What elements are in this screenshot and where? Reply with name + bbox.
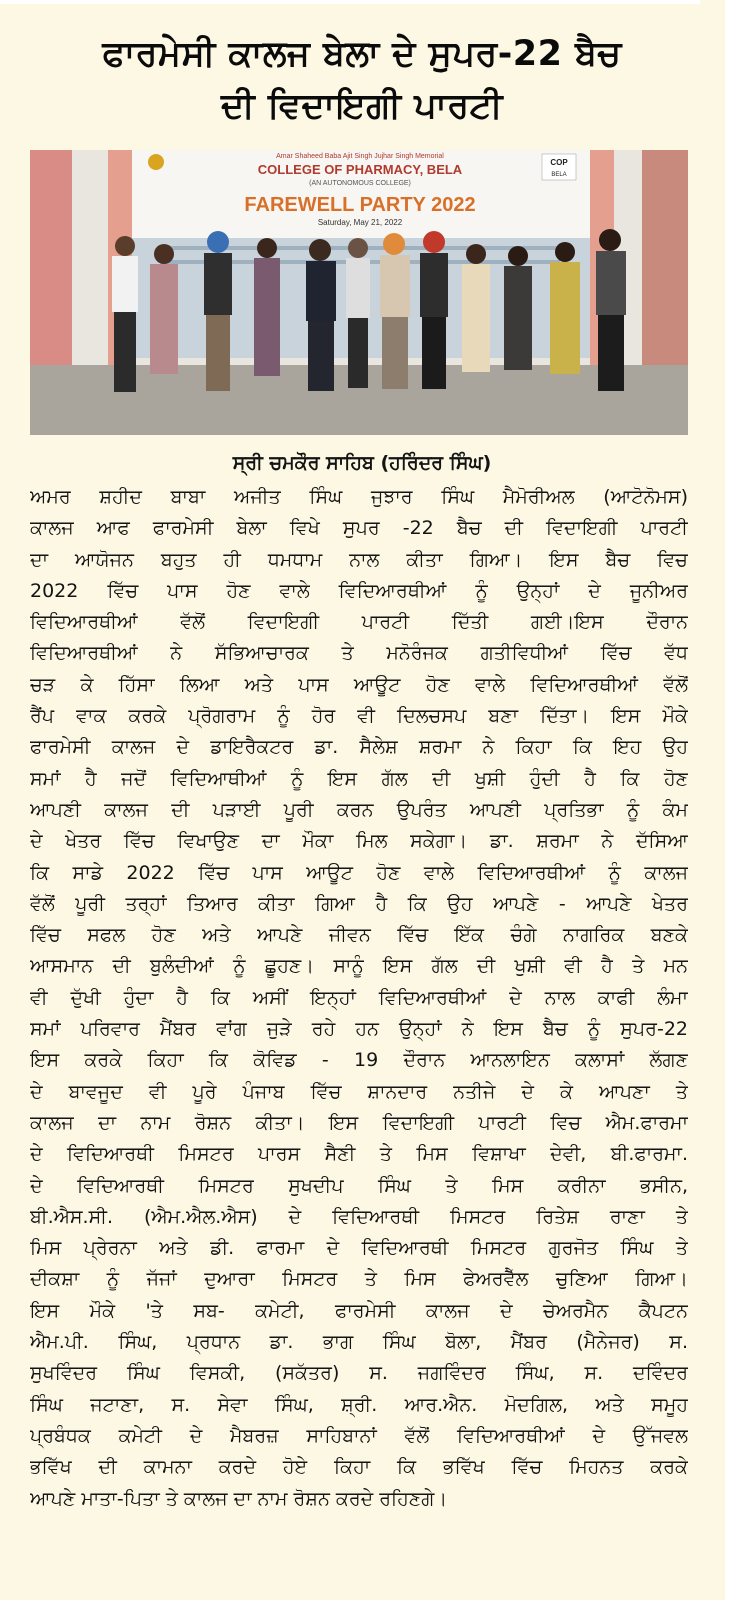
article-body-line: ਦਾ ਆਯੋਜਨ ਬਹੁਤ ਹੀ ਧਮਧਾਮ ਨਾਲ ਕੀਤਾ ਗਿਆ। ਇਸ ਬੈਚ ਵਿਚ [30,548,688,571]
article-body-line: ਅਮਰ ਸ਼ਹੀਦ ਬਾਬਾ ਅਜੀਤ ਸਿੰਘ ਜੁਝਾਰ ਸਿੰਘ ਮੈਮੋਰੀਅਲ (ਆਟੋਨੋਮਸ) [30,486,688,508]
cop-logo-bottom: BELA [551,172,567,178]
article-body-line: ਸਮਾਂ ਪਰਿਵਾਰ ਮੈਂਬਰ ਵਾਂਗ ਜੁੜੇ ਰਹੇ ਹਨ ਉਨ੍ਹਾਂ ਨੇ ਇਸ ਬੈਚ ਨੂੰ ਸੁਪਰ-22 [30,1018,688,1041]
banner-autonomous-text: (AN AUTONOMOUS COLLEGE) [309,180,411,187]
article-body-line: ਦੇ ਵਿਦਿਆਰਥੀ ਮਿਸਟਰ ਸੁਖਦੀਪ ਸਿੰਘ ਤੇ ਮਿਸ ਕਰੀਨਾ ਭਸੀਨ, [30,1174,688,1197]
article-body-line: ਵਿਦਿਆਰਥੀਆਂ ਨੇ ਸੱਭਿਆਚਾਰਕ ਤੇ ਮਨੋਰੰਜਕ ਗਤੀਵਿਧੀਆਂ ਵਿੱਚ ਵੱਧ [30,642,688,665]
article-body-line: ਆਪਣੀ ਕਾਲਜ ਦੀ ਪੜਾਈ ਪੂਰੀ ਕਰਨ ਉਪਰੰਤ ਆਪਣੀ ਪ੍ਰਤਿਭਾ ਨੂੰ ਕੰਮ [30,798,688,821]
article-body-line: ਇਸ ਕਰਕੇ ਕਿਹਾ ਕਿ ਕੋਵਿਡ - 19 ਦੌਰਾਨ ਆਨਲਾਇਨ ਕਲਾਸਾਂ ਲੱਗਣ [30,1049,688,1072]
article-byline: ਸ੍ਰੀ ਚਮਕੌਰ ਸਾਹਿਬ (ਹਰਿੰਦਰ ਸਿੰਘ) [232,452,492,474]
article-body-line: ਮਿਸ ਪ੍ਰੇਰਨਾ ਅਤੇ ਡੀ. ਫਾਰਮਾ ਦੇ ਵਿਦਿਆਰਥੀ ਮਿਸਟਰ ਗੁਰਜੋਤ ਸਿੰਘ ਤੇ [30,1237,688,1260]
page-right-border [725,0,739,1600]
article-body-line: ਚੜ ਕੇ ਹਿੱਸਾ ਲਿਆ ਅਤੇ ਪਾਸ ਆਊਟ ਹੋਣ ਵਾਲੇ ਵਿਦਿਆਰਥੀਆਂ ਵੱਲੋਂ [30,673,688,696]
headline-line-2: ਦੀ ਵਿਦਾਇਗੀ ਪਾਰਟੀ [220,86,503,126]
person [420,231,448,389]
article-body-line: ਸਿੰਘ ਜਟਾਣਾ, ਸ. ਸੇਵਾ ਸਿੰਘ, ਸ਼੍ਰੀ. ਆਰ.ਐਨ. ਮੋਦਗਿਲ, ਅਤੇ ਸਮੂਹ [30,1393,688,1416]
news-clipping [24,8,700,1592]
article-body-line: 2022 ਵਿੱਚ ਪਾਸ ਹੋਣ ਵਾਲੇ ਵਿਦਿਆਰਥੀਆਂ ਨੂੰ ਉਨ੍ਹਾਂ ਦੇ ਜੂਨੀਅਰ [30,579,688,602]
article-body-line: ਵਿਦਿਆਰਥੀਆਂ ਵੱਲੋਂ ਵਿਦਾਇਗੀ ਪਾਰਟੀ ਦਿੱਤੀ ਗਈ।ਇਸ ਦੌਰਾਨ [30,611,688,634]
page-top-border [0,0,700,4]
article-body-line: ਕਿ ਸਾਡੇ 2022 ਵਿੱਚ ਪਾਸ ਆਊਟ ਹੋਣ ਵਾਲੇ ਵਿਦਿਆਰਥੀਆਂ ਨੂੰ ਕਾਲਜ [30,861,688,884]
headline-line-1: ਫਾਰਮੇਸੀ ਕਾਲਜ ਬੇਲਾ ਦੇ ਸੁਪਰ-22 ਬੈਚ [102,34,622,74]
banner-event-title: FAREWELL PARTY 2022 [244,194,476,216]
person [112,236,138,392]
article-body-line: ਦੇ ਬਾਵਜੂਦ ਵੀ ਪੂਰੇ ਪੰਜਾਬ ਵਿੱਚ ਸ਼ਾਨਦਾਰ ਨਤੀਜੇ ਦੇ ਕੇ ਆਪਣਾ ਤੇ [30,1080,688,1103]
article-body-line: ਦੇ ਵਿਦਿਆਰਥੀ ਮਿਸਟਰ ਪਾਰਸ ਸੈਣੀ ਤੇ ਮਿਸ ਵਿਸ਼ਾਖਾ ਦੇਵੀ, ਬੀ.ਫਾਰਮਾ. [30,1143,688,1166]
article-body-line: ਫਾਰਮੇਸੀ ਕਾਲਜ ਦੇ ਡਾਇਰੈਕਟਰ ਡਾ. ਸੈਲੇਸ਼ ਸ਼ਰਮਾ ਨੇ ਕਿਹਾ ਕਿ ਇਹ ਉਹ [30,736,688,759]
left-curtain [30,150,72,365]
right-curtain [642,150,688,365]
article-body-line: ਐਮ.ਪੀ. ਸਿੰਘ, ਪ੍ਰਧਾਨ ਡਾ. ਭਾਗ ਸਿੰਘ ਬੋਲਾ, ਮੈਂਬਰ (ਮੈਨੇਜਰ) ਸ. [30,1331,688,1354]
article-body-line: ਵੱਲੋਂ ਪੂਰੀ ਤਰ੍ਹਾਂ ਤਿਆਰ ਕੀਤਾ ਗਿਆ ਹੈ ਕਿ ਉਹ ਆਪਣੇ - ਆਪਣੇ ਖੇਤਰ [30,892,688,915]
article-body [30,482,688,1515]
article-body-line: ਆਪਣੇ ਮਾਤਾ-ਪਿਤਾ ਤੇ ਕਾਲਜ ਦਾ ਨਾਮ ਰੋਸ਼ਨ ਕਰਦੇ ਰਹਿਣਗੇ। [30,1487,448,1510]
article-body-line: ਵਿੱਚ ਸਫਲ ਹੋਣ ਅਤੇ ਆਪਣੇ ਜੀਵਨ ਵਿੱਚ ਇੱਕ ਚੰਗੇ ਨਾਗਰਿਕ ਬਣਕੇ [30,924,688,947]
article-body-line: ਰੈਂਪ ਵਾਕ ਕਰਕੇ ਪ੍ਰੋਗਰਾਮ ਨੂੰ ਹੋਰ ਵੀ ਦਿਲਚਸਪ ਬਣਾ ਦਿੱਤਾ। ਇਸ ਮੌਕੇ [30,705,688,728]
article-body-line: ਪ੍ਰਬੰਧਕ ਕਮੇਟੀ ਦੇ ਮੈਬਰਜ਼ ਸਾਹਿਬਾਨਾਂ ਵੱਲੋਂ ਵਿਦਿਆਰਥੀਆਂ ਦੇ ਉੱਜਵਲ [30,1424,688,1447]
article-body-line: ਕਾਲਜ ਆਫ ਫਾਰਮੇਸੀ ਬੇਲਾ ਵਿਖੇ ਸੁਪਰ -22 ਬੈਚ ਦੀ ਵਿਦਾਇਗੀ ਪਾਰਟੀ [30,517,688,540]
article-headline [24,28,700,132]
person [346,238,370,388]
person [380,233,410,389]
person [596,229,626,391]
college-emblem-icon [148,154,164,170]
banner-college-name: COLLEGE OF PHARMACY, BELA [257,162,463,177]
banner-memorial-text: Amar Shaheed Baba Ajit Singh Jujhar Singh Memorial [276,153,444,160]
article-body-line: ਭਵਿੱਖ ਦੀ ਕਾਮਨਾ ਕਰਦੇ ਹੋਏ ਕਿਹਾ ਕਿ ਭਵਿੱਖ ਵਿੱਚ ਮਿਹਨਤ ਕਰਕੇ [30,1456,688,1479]
article-body-line: ਬੀ.ਐਸ.ਸੀ. (ਐਮ.ਐਲ.ਐਸ) ਦੇ ਵਿਦਿਆਰਥੀ ਮਿਸਟਰ ਰਿਤੇਸ਼ ਰਾਣਾ ਤੇ [30,1205,688,1228]
person [306,239,336,391]
article-body-line: ਕਾਲਜ ਦਾ ਨਾਮ ਰੋਸ਼ਨ ਕੀਤਾ। ਇਸ ਵਿਦਾਇਗੀ ਪਾਰਟੀ ਵਿਚ ਐਮ.ਫਾਰਮਾ [30,1111,688,1134]
article-body-line: ਦੀਕਸ਼ਾ ਨੂੰ ਜੱਜਾਂ ਦੁਆਰਾ ਮਿਸਟਰ ਤੇ ਮਿਸ ਫੇਅਰਵੈੱਲ ਚੁਣਿਆ ਗਿਆ। [30,1268,688,1291]
article-body-line: ਆਸਮਾਨ ਦੀ ਬੁਲੰਦੀਆਂ ਨੂੰ ਛੂਹਣ। ਸਾਨੂੰ ਇਸ ਗੱਲ ਦੀ ਖੁਸ਼ੀ ਵੀ ਹੈ ਤੇ ਮਨ [30,955,688,978]
article-photo [30,150,688,435]
person [204,231,232,391]
article-body-line: ਵੀ ਦੁੱਖੀ ਹੁੰਦਾ ਹੈ ਕਿ ਅਸੀਂ ਇਨ੍ਹਾਂ ਵਿਦਿਆਰਥੀਆਂ ਦੇ ਨਾਲ ਕਾਫੀ ਲੰਮਾ [30,986,688,1009]
farewell-group-photo [30,150,688,435]
article-body-line: ਦੇ ਖੇਤਰ ਵਿੱਚ ਵਿਖਾਉਣ ਦਾ ਮੌਕਾ ਮਿਲ ਸਕੇਗਾ। ਡਾ. ਸ਼ਰਮਾ ਨੇ ਦੱਸਿਆ [30,830,688,853]
person [254,238,280,376]
banner-event-date: Saturday, May 21, 2022 [317,218,403,227]
article-body-line: ਸਮਾਂ ਹੈ ਜਦੋਂ ਵਿਦਿਆਥੀਆਂ ਨੂੰ ਇਸ ਗੱਲ ਦੀ ਖੁਸ਼ੀ ਹੁੰਦੀ ਹੈ ਕਿ ਹੋਣ [30,767,688,790]
article-body-line: ਇਸ ਮੌਕੇ 'ਤੇ ਸਬ- ਕਮੇਟੀ, ਫਾਰਮੇਸੀ ਕਾਲਜ ਦੇ ਚੇਅਰਮੈਨ ਕੈਪਟਨ [30,1299,688,1322]
cop-logo-top: COP [550,158,568,167]
article-body-line: ਸੁਖਵਿੰਦਰ ਸਿੰਘ ਵਿਸਕੀ, (ਸਕੱਤਰ) ਸ. ਜਗਵਿੰਦਰ ਸਿੰਘ, ਸ. ਦਵਿੰਦਰ [30,1362,688,1385]
